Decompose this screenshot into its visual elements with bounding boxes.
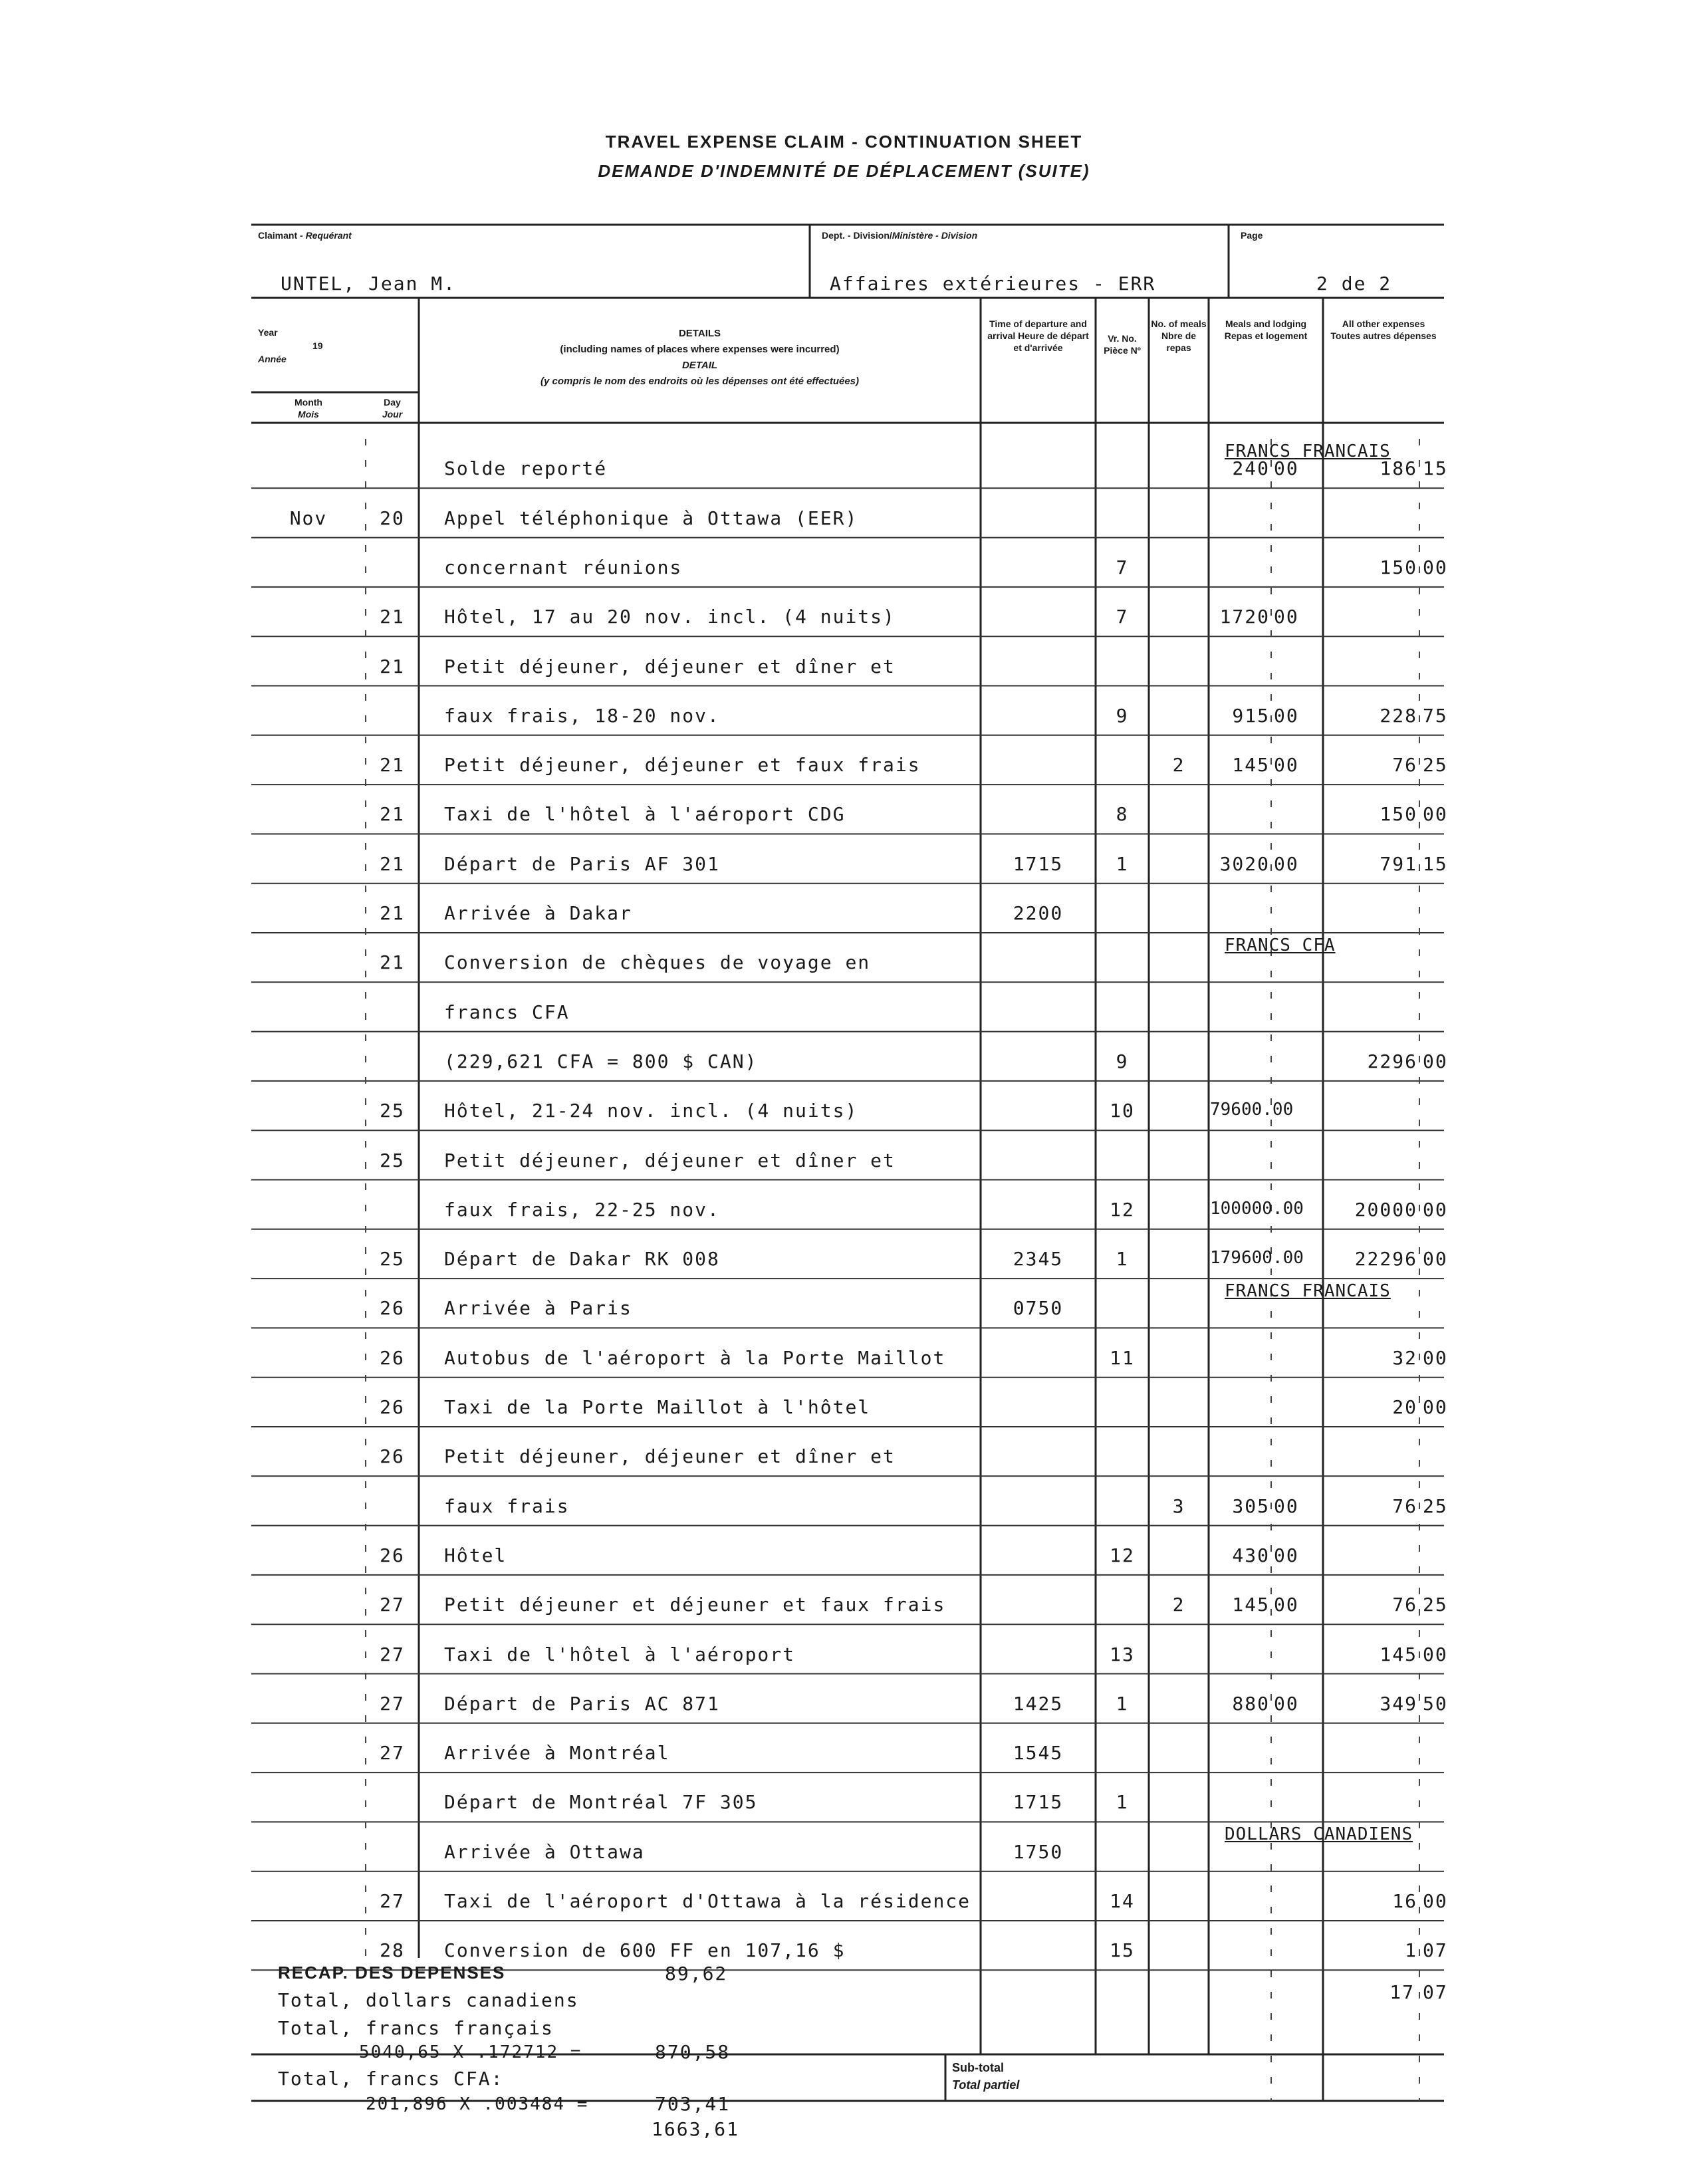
- row-other-amount: 20: [1392, 1396, 1417, 1418]
- row-other-amount: 228: [1380, 704, 1417, 727]
- row-voucher: 9: [1116, 704, 1129, 727]
- form-title-fr: DEMANDE D'INDEMNITÉ DE DÉPLACEMENT (SUITE): [598, 161, 1090, 181]
- month-header: Month Mois: [295, 397, 322, 420]
- row-meals-amount: 880: [1232, 1692, 1270, 1715]
- row-other-cents: 15: [1423, 852, 1448, 875]
- row-day: 25: [380, 1248, 405, 1271]
- row-day: 20: [380, 507, 405, 529]
- row-time: 0750: [1013, 1297, 1064, 1320]
- row-time: 2345: [1013, 1248, 1064, 1271]
- row-detail: Arrivée à Paris: [444, 1297, 632, 1320]
- row-day: 28: [380, 1939, 405, 1962]
- row-meals-cents: 00: [1274, 606, 1299, 628]
- recap-cfa-value: 703,41: [655, 2093, 731, 2115]
- row-other-amount: 22296: [1354, 1248, 1417, 1271]
- row-day: 27: [380, 1692, 405, 1715]
- row-other-cents: 00: [1423, 1396, 1448, 1418]
- row-voucher: 7: [1116, 556, 1129, 578]
- recap-title: RECAP. DES DEPENSES: [278, 1963, 506, 1983]
- voucher-header: Vr. No. Pièce Nº: [1104, 333, 1141, 356]
- row-voucher: 11: [1110, 1346, 1135, 1369]
- recap-cad-label: Total, dollars canadiens: [278, 1989, 579, 2011]
- row-other-amount: 16: [1392, 1890, 1417, 1912]
- row-day: 21: [380, 902, 405, 924]
- row-other-cents: 25: [1423, 1495, 1448, 1517]
- claimant-value: UNTEL, Jean M.: [281, 273, 457, 295]
- year-label: Year: [258, 327, 278, 338]
- row-meals-count: 3: [1172, 1495, 1185, 1517]
- row-meals-cents: 00: [1274, 457, 1299, 480]
- dept-label: Dept. - Division/Ministère - Division: [822, 230, 978, 241]
- row-voucher: 10: [1110, 1100, 1135, 1122]
- row-detail: Autobus de l'aéroport à la Porte Maillot: [444, 1346, 946, 1369]
- row-voucher: 9: [1116, 1050, 1129, 1072]
- row-other-cents: 00: [1423, 803, 1448, 826]
- subtotal-label-fr: Total partiel: [952, 2078, 1020, 2092]
- row-day: 21: [380, 754, 405, 777]
- row-voucher: 1: [1116, 1692, 1129, 1715]
- row-detail: Départ de Montréal 7F 305: [444, 1791, 758, 1814]
- row-voucher: 1: [1116, 1791, 1129, 1814]
- row-day: 27: [380, 1742, 405, 1764]
- row-other-cents: 25: [1423, 1594, 1448, 1616]
- row-detail: francs CFA: [444, 1001, 570, 1023]
- other-total-cents: 07: [1423, 1981, 1448, 2003]
- recap-ff-value: 870,58: [655, 2041, 731, 2063]
- row-other-cents: 00: [1423, 1643, 1448, 1665]
- row-detail: Départ de Paris AF 301: [444, 852, 720, 875]
- year-label-fr: Année: [258, 354, 287, 364]
- row-other-amount: 20000: [1354, 1198, 1417, 1221]
- other-total-amount: 17: [1389, 1981, 1415, 2003]
- row-detail: Petit déjeuner, déjeuner et faux frais: [444, 754, 921, 777]
- row-meals-amount: 100000.00: [1210, 1198, 1304, 1219]
- row-other-amount: 791: [1380, 852, 1417, 875]
- row-detail: (229,621 CFA = 800 $ CAN): [444, 1050, 758, 1072]
- row-other-cents: 00: [1423, 1198, 1448, 1221]
- row-detail: concernant réunions: [444, 556, 683, 578]
- row-meals-amount: 79600.00: [1210, 1100, 1294, 1120]
- row-other-cents: 00: [1423, 1248, 1448, 1271]
- row-meals-cents: 00: [1274, 1544, 1299, 1566]
- row-meals-amount: 240: [1232, 457, 1270, 480]
- row-detail: Arrivée à Ottawa: [444, 1840, 645, 1863]
- row-meals-cents: 00: [1274, 1495, 1299, 1517]
- row-day: 21: [380, 852, 405, 875]
- row-detail: Petit déjeuner, déjeuner et dîner et: [444, 655, 896, 677]
- row-other-amount: 186: [1380, 457, 1417, 480]
- row-other-cents: 00: [1423, 556, 1448, 578]
- row-day: 26: [380, 1297, 405, 1320]
- day-header: Day Jour: [382, 397, 403, 420]
- row-voucher: 1: [1116, 1248, 1129, 1271]
- form-title: TRAVEL EXPENSE CLAIM - CONTINUATION SHEET: [605, 132, 1083, 152]
- page-value: 2 de 2: [1316, 273, 1392, 295]
- row-other-cents: 50: [1423, 1692, 1448, 1715]
- row-detail: Solde reporté: [444, 457, 608, 480]
- row-day: 21: [380, 951, 405, 974]
- row-day: 21: [380, 803, 405, 826]
- row-meals-cents: 00: [1274, 1594, 1299, 1616]
- row-meals-cents: 00: [1274, 852, 1299, 875]
- row-detail: Hôtel, 21-24 nov. incl. (4 nuits): [444, 1100, 858, 1122]
- row-time: 2200: [1013, 902, 1064, 924]
- row-other-cents: 00: [1423, 1050, 1448, 1072]
- row-day: 26: [380, 1346, 405, 1369]
- row-time: 1715: [1013, 1791, 1064, 1814]
- recap-cfa-calc: 201,896 X .003484 =: [366, 2094, 589, 2114]
- row-meals-cents: 00: [1274, 754, 1299, 777]
- row-voucher: 14: [1110, 1890, 1135, 1912]
- row-detail: faux frais, 18-20 nov.: [444, 704, 720, 727]
- row-detail: Arrivée à Dakar: [444, 902, 632, 924]
- recap-cfa-label: Total, francs CFA:: [278, 2068, 504, 2090]
- row-other-amount: 76: [1392, 754, 1417, 777]
- currency-band-label: FRANCS CFA: [1225, 935, 1336, 955]
- row-detail: Taxi de l'hôtel à l'aéroport CDG: [444, 803, 846, 826]
- row-detail: Départ de Paris AC 871: [444, 1692, 720, 1715]
- row-month: Nov: [289, 507, 328, 529]
- row-other-cents: 00: [1423, 1890, 1448, 1912]
- row-voucher: 15: [1110, 1939, 1135, 1962]
- row-other-cents: 00: [1423, 1346, 1448, 1369]
- row-meals-count: 2: [1172, 1594, 1185, 1616]
- row-detail: Arrivée à Montréal: [444, 1742, 670, 1764]
- row-voucher: 12: [1110, 1198, 1135, 1221]
- row-meals-amount: 3020: [1219, 852, 1270, 875]
- row-day: 25: [380, 1100, 405, 1122]
- row-meals-amount: 430: [1232, 1544, 1270, 1566]
- row-detail: Hôtel: [444, 1544, 507, 1566]
- row-other-cents: 75: [1423, 704, 1448, 727]
- currency-band-label: FRANCS FRANCAIS: [1225, 1281, 1391, 1302]
- details-header: DETAILS (including names of places where expenses were incurred) DETAIL (y compris le nom des endroits où les dépenses ont été effectuées): [540, 328, 860, 387]
- other-expenses-header: All other expenses Toutes autres dépenses: [1330, 318, 1437, 341]
- row-detail: Taxi de la Porte Maillot à l'hôtel: [444, 1396, 871, 1418]
- claimant-label: Claimant - Requérant: [258, 230, 352, 241]
- page-label: Page: [1241, 230, 1263, 241]
- row-other-amount: 2296: [1367, 1050, 1417, 1072]
- row-day: 21: [380, 655, 405, 677]
- row-voucher: 12: [1110, 1544, 1135, 1566]
- recap-ff-label: Total, francs français: [278, 2017, 554, 2039]
- row-meals-amount: 179600.00: [1210, 1248, 1304, 1269]
- row-detail: Petit déjeuner, déjeuner et dîner et: [444, 1149, 896, 1171]
- row-detail: Petit déjeuner et déjeuner et faux frais: [444, 1594, 946, 1616]
- row-detail: faux frais: [444, 1495, 570, 1517]
- recap-grand-total: 1663,61: [652, 2118, 740, 2140]
- dept-value: Affaires extérieures - ERR: [830, 273, 1156, 295]
- row-detail: Appel téléphonique à Ottawa (EER): [444, 507, 858, 529]
- row-detail: Hôtel, 17 au 20 nov. incl. (4 nuits): [444, 606, 896, 628]
- meals-count-header: No. of meals Nbre de repas: [1151, 318, 1207, 353]
- row-day: 27: [380, 1890, 405, 1912]
- time-header: Time of departure and arrival Heure de départ et d'arrivée: [987, 318, 1089, 353]
- row-detail: Taxi de l'aéroport d'Ottawa à la résidence: [444, 1890, 971, 1912]
- meals-lodging-header: Meals and lodging Repas et logement: [1224, 318, 1308, 341]
- row-other-amount: 76: [1392, 1594, 1417, 1616]
- row-day: 26: [380, 1445, 405, 1468]
- row-detail: Conversion de chèques de voyage en: [444, 951, 871, 974]
- row-voucher: 8: [1116, 803, 1129, 826]
- row-detail: Taxi de l'hôtel à l'aéroport: [444, 1643, 796, 1665]
- row-other-amount: 145: [1380, 1643, 1417, 1665]
- row-other-cents: 25: [1423, 754, 1448, 777]
- row-day: 27: [380, 1594, 405, 1616]
- row-other-amount: 1: [1405, 1939, 1417, 1962]
- row-other-amount: 76: [1392, 1495, 1417, 1517]
- row-meals-amount: 145: [1232, 754, 1270, 777]
- recap-title-value: 89,62: [665, 1963, 728, 1985]
- year-number: 19: [312, 340, 323, 351]
- row-detail: Départ de Dakar RK 008: [444, 1248, 720, 1271]
- row-day: 25: [380, 1149, 405, 1171]
- row-other-amount: 150: [1380, 556, 1417, 578]
- row-meals-cents: 00: [1274, 704, 1299, 727]
- row-time: 1715: [1013, 852, 1064, 875]
- row-meals-amount: 915: [1232, 704, 1270, 727]
- row-day: 26: [380, 1544, 405, 1566]
- row-detail: faux frais, 22-25 nov.: [444, 1198, 720, 1221]
- row-meals-amount: 305: [1232, 1495, 1270, 1517]
- subtotal-label: Sub-total: [952, 2061, 1004, 2074]
- row-detail: Petit déjeuner, déjeuner et dîner et: [444, 1445, 896, 1468]
- row-other-cents: 07: [1423, 1939, 1448, 1962]
- row-meals-count: 2: [1172, 754, 1185, 777]
- row-time: 1545: [1013, 1742, 1064, 1764]
- row-meals-amount: 145: [1232, 1594, 1270, 1616]
- row-meals-amount: 1720: [1219, 606, 1270, 628]
- row-other-amount: 349: [1380, 1692, 1417, 1715]
- row-other-amount: 32: [1392, 1346, 1417, 1369]
- row-other-amount: 150: [1380, 803, 1417, 826]
- row-voucher: 13: [1110, 1643, 1135, 1665]
- row-voucher: 1: [1116, 852, 1129, 875]
- recap-ff-calc: 5040,65 X .172712 =: [359, 2042, 582, 2062]
- row-voucher: 7: [1116, 606, 1129, 628]
- currency-band-label: FRANCS FRANCAIS: [1225, 441, 1391, 461]
- row-day: 21: [380, 606, 405, 628]
- row-other-cents: 15: [1423, 457, 1448, 480]
- row-meals-cents: 00: [1274, 1692, 1299, 1715]
- row-day: 26: [380, 1396, 405, 1418]
- row-time: 1425: [1013, 1692, 1064, 1715]
- row-time: 1750: [1013, 1840, 1064, 1863]
- currency-band-label: DOLLARS CANADIENS: [1225, 1824, 1413, 1845]
- row-day: 27: [380, 1643, 405, 1665]
- row-detail: Conversion de 600 FF en 107,16 $: [444, 1939, 846, 1962]
